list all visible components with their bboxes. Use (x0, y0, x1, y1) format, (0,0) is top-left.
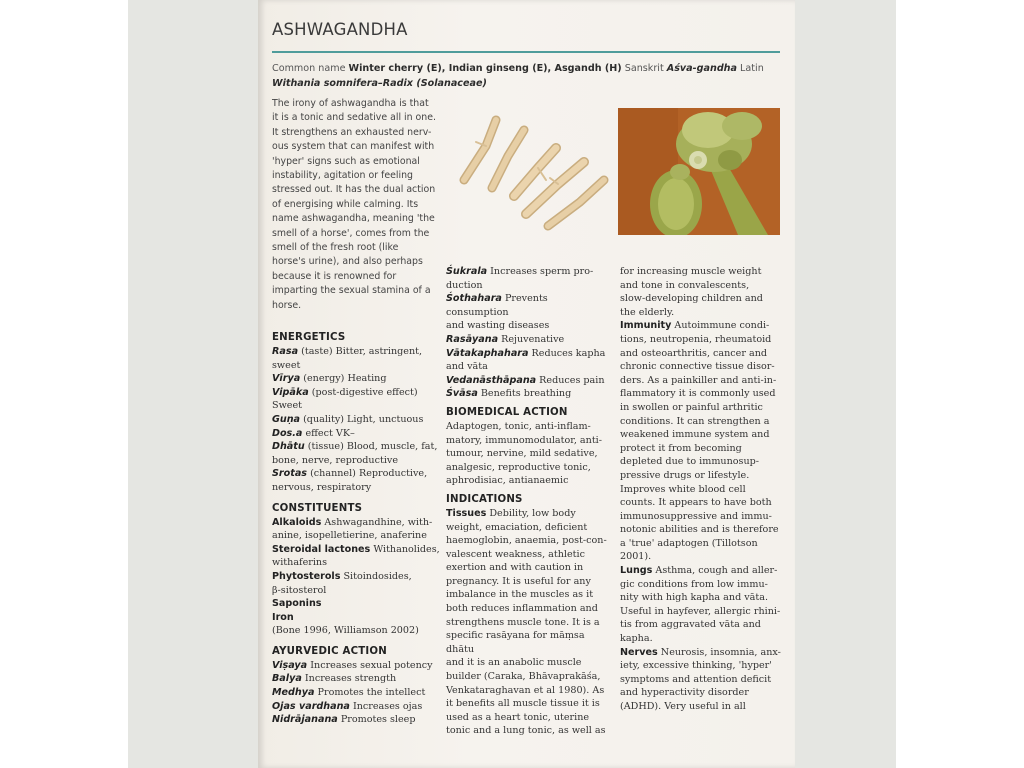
text-line: valescent weakness, athletic (446, 548, 585, 560)
text-line: and osteoarthritis, cancer and (620, 347, 768, 359)
text-line (272, 372, 448, 386)
term-description: Prevents consumption (446, 293, 548, 318)
term-label: Śvāsa (446, 388, 478, 400)
text-line: ders. As a painkiller and anti-in- (620, 374, 777, 386)
text-line: nity with high kapha and vāta. (620, 592, 769, 604)
text-line: both reduces inflammation and (446, 603, 598, 615)
text-line (272, 659, 448, 673)
intro-line: horse. (272, 299, 302, 311)
text-line: it benefits all muscle tissue it is (446, 698, 600, 710)
term-description: bone, nerve, reproductive (272, 454, 398, 466)
text-line: specific rasāyana for māṃsa dhātu (446, 630, 585, 655)
biomedical-action-heading: BIOMEDICAL ACTION (446, 406, 568, 418)
text-line: used as a heart tonic, uterine (446, 711, 590, 723)
text-line (272, 413, 448, 427)
term-description: (tissue) Blood, muscle, fat, (304, 441, 438, 453)
text-line (272, 481, 448, 495)
text-line: and tone in convalescents, (620, 279, 750, 291)
backdrop-left (128, 0, 258, 768)
text-line: slow-developing children and (620, 293, 763, 305)
text-line (272, 359, 448, 373)
common-name-label: Common name (272, 63, 346, 74)
ayurvedic-action-heading: AYURVEDIC ACTION (272, 645, 388, 657)
term-description: Ashwagandhine, with- (321, 516, 433, 528)
text-line (272, 700, 448, 714)
term-label: Saponins (272, 598, 322, 610)
text-line: immunosuppressive and immu- (620, 510, 772, 522)
term-label: Vipāka (272, 386, 309, 398)
text-line: gic conditions from low immu- (620, 578, 768, 590)
text-line: aphrodisiac, antianaemic (446, 475, 569, 487)
term-description: Rejuvenative (498, 333, 565, 345)
text-line: pregnancy. It is useful for any (446, 575, 591, 587)
term-description: and wasting diseases (446, 320, 550, 332)
term-description: (Bone 1996, Williamson 2002) (272, 625, 419, 637)
constituents-list (272, 516, 448, 638)
term-label: Medhya (272, 687, 315, 699)
frame-left (0, 0, 128, 768)
text-line: strengthens muscle tone. It is a (446, 616, 600, 628)
term-description: Debility, low body (486, 507, 576, 519)
term-description: Autoimmune condi- (671, 320, 770, 332)
text-line: 2001). (620, 551, 652, 563)
text-line: Improves white blood cell (620, 483, 746, 495)
term-description: Reduces kapha (528, 347, 606, 359)
text-line: a 'true' adaptogen (Tillotson (620, 537, 758, 549)
energetics-list (272, 345, 448, 495)
text-line: imbalance in the muscles as it (446, 589, 594, 601)
text-line: flammatory it is commonly used (620, 388, 776, 400)
intro-line: it is a tonic and sedative all in one. (272, 112, 436, 124)
text-line (446, 374, 610, 388)
plant-illustration (618, 108, 780, 235)
term-label: Tissues (446, 507, 487, 519)
text-line (272, 611, 448, 625)
term-description: effect VK– (302, 427, 355, 439)
indications-tissues (446, 507, 610, 738)
term-label: Vedanāsthāpana (446, 374, 537, 386)
intro-paragraph (272, 97, 444, 313)
column-1 (272, 330, 448, 727)
term-description: Sitoindosides, (340, 570, 412, 582)
indications-lungs (620, 564, 786, 646)
plant-photo (618, 108, 780, 235)
column-3 (620, 265, 786, 714)
indications-nerves (620, 646, 786, 714)
roots-illustration (446, 102, 614, 232)
term-description: Neurosis, insomnia, anx- (657, 646, 781, 658)
text-line: the elderly. (620, 306, 675, 318)
term-label: Rasa (272, 346, 299, 357)
indications-tissues-continued (620, 265, 786, 319)
energetics-heading: ENERGETICS (272, 332, 346, 343)
text-line (272, 584, 448, 598)
term-description: (energy) Heating (300, 373, 387, 385)
term-description: nervous, respiratory (272, 481, 372, 493)
term-description: β-sitosterol (272, 584, 327, 596)
text-line: chronic connective tissue disor- (620, 361, 775, 373)
term-label: Śothahara (446, 293, 502, 305)
text-line: iety, excessive thinking, 'hyper' (620, 660, 772, 672)
biomedical-action-text (446, 420, 610, 488)
term-label: Alkaloids (272, 516, 322, 528)
text-line: exertion and with caution in (446, 562, 584, 574)
intro-line: stressed out. It has the dual action (272, 184, 436, 196)
frame-right (896, 0, 1024, 768)
text-line (272, 440, 448, 454)
text-line: in swollen or painful arthritic (620, 401, 763, 413)
text-line: pressive drugs or lifestyle. (620, 469, 750, 481)
text-line (446, 360, 610, 374)
term-description: Increases sperm pro- (487, 266, 594, 277)
text-line: Adaptogen, tonic, anti-inflam- (446, 420, 591, 432)
term-label: Vīrya (272, 373, 301, 385)
text-line (272, 516, 448, 530)
text-line (272, 624, 448, 638)
term-description: (post-digestive effect) (308, 386, 418, 398)
sanskrit-value: Aśva-gandha (666, 63, 737, 74)
term-label: Śukrala (446, 266, 488, 277)
term-description: sweet (272, 359, 301, 371)
text-line (272, 672, 448, 686)
term-description: Asthma, cough and aller- (652, 565, 778, 577)
term-description: withaferins (272, 557, 328, 569)
intro-line: horse's urine), and also perhaps (272, 256, 423, 268)
text-line: tis from aggravated vāta and (620, 619, 761, 631)
text-line: and it is an anabolic muscle (446, 657, 582, 669)
text-line (620, 564, 786, 578)
text-line: and hyperactivity disorder (620, 687, 749, 699)
text-line: tonic and a lung tonic, as well as (446, 725, 606, 737)
intro-line: because it is renowned for (272, 270, 397, 282)
text-line: matory, immunomodulator, anti- (446, 434, 602, 446)
intro-line: of energising while calming. Its (272, 198, 419, 210)
term-description: Promotes sleep (337, 714, 416, 726)
term-label: Dhātu (272, 441, 305, 453)
term-label: Immunity (620, 320, 672, 332)
intro-line: ous system that can manifest with (272, 141, 435, 153)
text-line (620, 646, 786, 660)
intro-line: smell of a horse', comes from the (272, 227, 430, 239)
intro-line: imparting the sexual stamina of a (272, 285, 431, 297)
sanskrit-label: Sanskrit (624, 63, 664, 74)
common-name-value: Winter cherry (E), Indian ginseng (E), Asgandh (H) (348, 63, 622, 74)
text-line: notonic abilities and is therefore (620, 524, 779, 536)
text-line (272, 713, 448, 727)
constituents-heading: CONSTITUENTS (272, 502, 363, 514)
text-line: (ADHD). Very useful in all (620, 701, 746, 712)
dried-roots-image (446, 102, 614, 232)
text-line (446, 265, 610, 279)
term-label: Rasāyana (446, 333, 499, 345)
text-line: builder (Caraka, Bhāvaprakāśa, (446, 671, 601, 683)
term-description: Sweet (272, 400, 302, 412)
text-line (446, 347, 610, 361)
text-line (272, 386, 448, 400)
text-line: Venkataraghavan et al 1980). As (446, 684, 605, 696)
text-line (272, 686, 448, 700)
text-line (620, 319, 786, 333)
term-description: anine, isopelletierine, anaferine (272, 530, 427, 542)
text-line: analgesic, reproductive tonic, (446, 461, 591, 473)
term-description: (taste) Bitter, astringent, (298, 346, 423, 357)
term-label: Phytosterols (272, 570, 341, 582)
term-description: duction (446, 279, 483, 291)
text-line (272, 543, 448, 557)
text-line (272, 570, 448, 584)
latin-value: Withania somnifera–Radix (Solanaceae) (272, 78, 487, 89)
term-label: Ojas vardhana (272, 700, 350, 712)
term-label: Balya (272, 673, 302, 685)
term-label: Srotas (272, 468, 308, 480)
term-description: (quality) Light, unctuous (300, 413, 424, 425)
text-line: conditions. It can strengthen a (620, 415, 770, 427)
text-line (272, 529, 448, 543)
ayurvedic-action-list-continued (446, 265, 610, 401)
intro-line: smell of the fresh root (like (272, 242, 399, 254)
term-description: Benefits breathing (477, 388, 572, 400)
term-label: Lungs (620, 565, 653, 577)
term-description: Increases ojas (349, 700, 423, 712)
text-line: weakened immune system and (620, 429, 770, 441)
indications-immunity (620, 319, 786, 564)
term-description: and vāta (446, 361, 488, 373)
text-line (272, 427, 448, 441)
term-description: Reduces pain (536, 374, 605, 386)
text-line: kapha. (620, 633, 653, 645)
indications-heading: INDICATIONS (446, 493, 523, 505)
text-line: weight, emaciation, deficient (446, 521, 588, 533)
term-label: Nerves (620, 646, 658, 658)
intro-line: 'hyper' signs such as emotional (272, 155, 420, 167)
text-line: counts. It appears to have both (620, 497, 772, 509)
latin-label: Latin (740, 63, 764, 74)
text-line: Useful in hayfever, allergic rhini- (620, 605, 781, 617)
page-title: ASHWAGANDHA (272, 20, 408, 39)
text-line (446, 333, 610, 347)
term-label: Guṇa (272, 413, 301, 425)
text-line (272, 597, 448, 611)
term-description: (channel) Reproductive, (307, 468, 428, 480)
text-line: tions, neutropenia, rheumatoid (620, 333, 772, 345)
backdrop-right (795, 0, 896, 768)
text-line (446, 319, 610, 333)
term-label: Nidrājanana (272, 714, 338, 726)
intro-line: name ashwagandha, meaning 'the (272, 213, 435, 225)
text-line (446, 279, 610, 293)
term-description: Increases strength (301, 673, 397, 685)
text-line (446, 507, 610, 521)
text-line (446, 292, 610, 319)
book-page (258, 0, 795, 768)
ayurvedic-action-list (272, 659, 448, 727)
intro-line: instability, agitation or feeling (272, 170, 413, 182)
term-description: Withanolides, (370, 543, 440, 555)
term-description: Promotes the intellect (314, 687, 426, 699)
term-description: Increases sexual potency (307, 659, 433, 671)
text-line: symptoms and attention deficit (620, 673, 772, 685)
term-label: Steroidal lactones (272, 543, 371, 555)
title-rule (272, 51, 780, 53)
term-label: Viṣaya (272, 659, 308, 671)
common-names (272, 61, 784, 91)
text-line: tumour, nervine, mild sedative, (446, 448, 598, 460)
text-line (446, 387, 610, 401)
intro-line: It strengthens an exhausted nerv- (272, 126, 432, 138)
text-line: protect it from becoming (620, 442, 742, 454)
text-line: depleted due to immunosup- (620, 456, 760, 468)
text-line: haemoglobin, anaemia, post-con- (446, 535, 607, 547)
text-line (272, 399, 448, 413)
text-line (272, 345, 448, 359)
text-line (272, 454, 448, 468)
term-label: Dos.a (272, 427, 303, 439)
text-line (272, 556, 448, 570)
intro-line: The irony of ashwagandha is that (272, 98, 429, 109)
text-line (272, 467, 448, 481)
column-2 (446, 265, 610, 738)
term-label: Iron (272, 611, 294, 623)
term-label: Vātakaphahara (446, 347, 529, 359)
text-line: for increasing muscle weight (620, 266, 762, 277)
